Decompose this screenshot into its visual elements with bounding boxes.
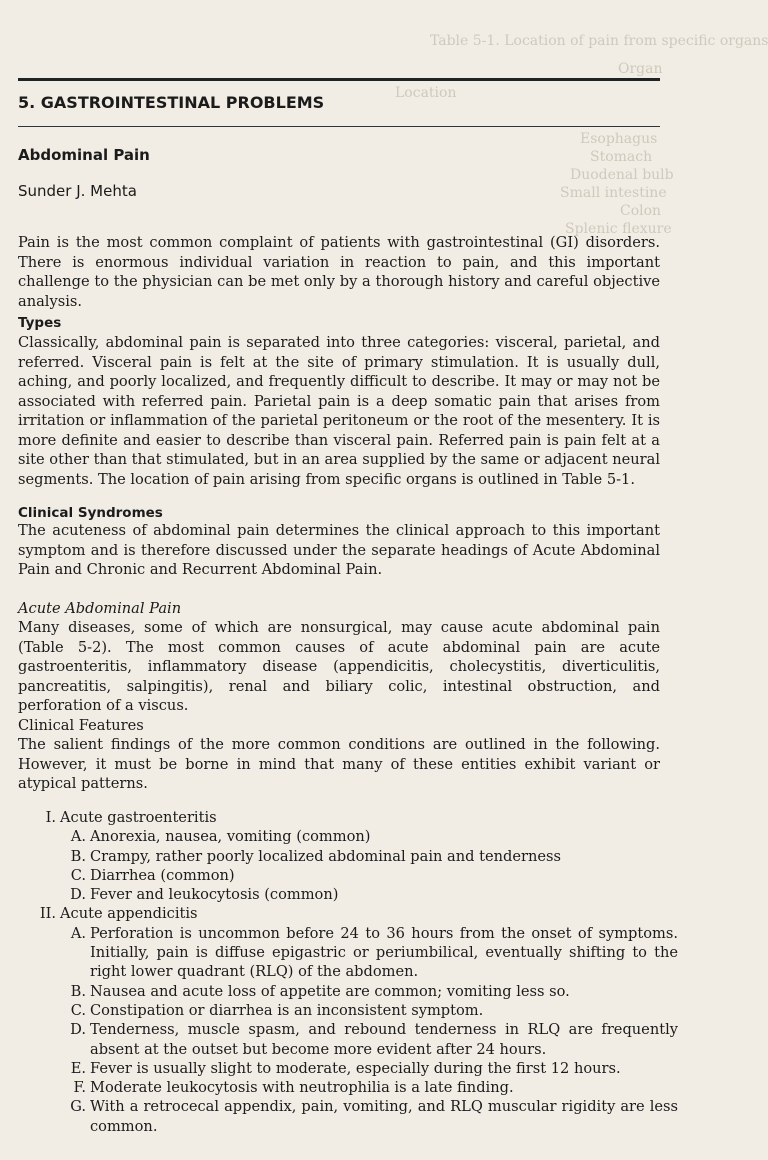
outline-text: Fever and leukocytosis (common)	[90, 886, 339, 904]
acute-pain-paragraph: Many diseases, some of which are nonsurgical, may cause acute abdominal pain (Table 5-2). The most common causes of acute abdominal pain are acute gastroenteritis, inflammatory disease (appendicitis, cholecystitis, diverticulitis, pancreatitis, salpingitis), renal and biliary colic, intestinal obstruction, and perforation of a viscus.	[18, 619, 660, 714]
outline-letter: C.	[70, 1001, 86, 1019]
outline-text: Diarrhea (common)	[90, 866, 235, 884]
outline-text: With a retrocecal appendix, pain, vomiting, and RLQ muscular rigidity are less common.	[90, 1098, 678, 1135]
outline-text: Nausea and acute loss of appetite are common; vomiting less so.	[90, 982, 570, 1000]
ghost-splenic: Splenic flexure	[565, 221, 672, 237]
outline-subitem	[18, 1097, 678, 1136]
clinical-features-paragraph: The salient findings of the more common conditions are outlined in the following. However, it must be borne in mind that many of these entities exhibit variant or atypical patterns.	[18, 736, 660, 792]
section-title: Abdominal Pain	[18, 146, 150, 164]
outline-numeral: I.	[45, 809, 56, 826]
outline-item-appendicitis	[18, 904, 678, 923]
outline-title: Acute gastroenteritis	[60, 809, 217, 826]
outline-letter: B.	[70, 847, 86, 865]
ghost-stomach: Stomach	[590, 149, 653, 165]
chapter-heading: 5. GASTROINTESTINAL PROBLEMS	[18, 93, 325, 112]
outline-text: Fever is usually slight to moderate, especially during the first 12 hours.	[90, 1059, 621, 1077]
ghost-small-intestine: Small intestine	[560, 185, 667, 201]
clinical-syndromes-paragraph: The acuteness of abdominal pain determines the clinical approach to this important symptom and is therefore discussed under the separate headings of Acute Abdominal Pain and Chronic and Recurrent Abdominal Pain.	[18, 522, 660, 578]
clinical-syndromes-heading: Clinical Syndromes	[18, 505, 163, 521]
acute-pain-heading: Acute Abdominal Pain	[18, 600, 182, 617]
ghost-organ: Organ	[618, 61, 663, 77]
top-rule	[18, 78, 660, 81]
outline-text: Anorexia, nausea, vomiting (common)	[90, 828, 371, 846]
outline-text: Constipation or diarrhea is an inconsistent symptom.	[90, 1001, 484, 1019]
outline-numeral: II.	[39, 905, 56, 923]
outline-letter: A.	[70, 828, 86, 846]
outline-subitem	[18, 982, 678, 1001]
outline-subitem	[18, 1078, 678, 1097]
clinical-features-heading: Clinical Features	[18, 717, 144, 734]
ghost-table-caption: Table 5-1. Location of pain from specific organs	[430, 33, 768, 49]
outline-subitem	[18, 847, 678, 866]
outline-letter: B.	[70, 982, 86, 1000]
outline-text: Moderate leukocytosis with neutrophilia is a late finding.	[90, 1079, 514, 1097]
outline-text: Perforation is uncommon before 24 to 36 hours from the onset of symptoms. Initially, pain is diffuse epigastric or periumbilical, eventually shifting to the right lower quadrant (RLQ) of the abdomen.	[90, 924, 678, 981]
ghost-esophagus: Esophagus	[580, 131, 658, 147]
outline-letter: A.	[70, 924, 86, 942]
outline-letter: D.	[70, 1021, 86, 1039]
types-heading: Types	[18, 315, 62, 331]
ghost-duodenal: Duodenal bulb	[570, 167, 674, 183]
types-paragraph: Classically, abdominal pain is separated into three categories: visceral, parietal, and referred. Visceral pain is felt at the site of primary stimulation. It is usually dull, aching, and poorly localized, and frequently difficult to describe. It may or may not be associated with referred pain. Parietal pain is a deep somatic pain that arises from irritation or inflammation of the parietal peritoneum or the root of the mesentery. It is more definite and easier to describe than visceral pain. Referred pain is pain felt at a site other than that stimulated, but in an area supplied by the same or adjacent neural segments. The location of pain arising from specific organs is outlined in Table 5-1.	[18, 334, 660, 488]
ghost-location: Location	[395, 85, 457, 101]
outline-subitem	[18, 1001, 678, 1020]
outline-subitem	[18, 827, 678, 846]
outline-letter: D.	[70, 886, 86, 904]
outline-subitem	[18, 885, 678, 904]
outline-text: Tenderness, muscle spasm, and rebound tenderness in RLQ are frequently absent at the outset but become more evident after 24 hours.	[90, 1021, 678, 1058]
outline-letter: C.	[70, 866, 86, 884]
chapter-rule	[18, 126, 660, 127]
outline-subitem	[18, 866, 678, 885]
outline-title: Acute appendicitis	[60, 905, 198, 923]
ghost-colon: Colon	[620, 203, 662, 219]
outline-text: Crampy, rather poorly localized abdominal pain and tenderness	[90, 847, 561, 865]
outline-subitem	[18, 1020, 678, 1059]
conditions-outline	[18, 808, 678, 1136]
outline-letter: E.	[70, 1059, 86, 1077]
author-name: Sunder J. Mehta	[18, 182, 137, 200]
outline-letter: F.	[73, 1079, 86, 1097]
intro-paragraph: Pain is the most common complaint of patients with gastrointestinal (GI) disorders. There is enormous individual variation in reaction to pain, and this important challenge to the physician can be met only by a thorough history and careful objective analysis.	[18, 234, 660, 310]
outline-item-gastroenteritis	[18, 808, 678, 827]
outline-subitem	[18, 1059, 678, 1078]
outline-subitem	[18, 924, 678, 982]
outline-letter: G.	[70, 1098, 86, 1116]
